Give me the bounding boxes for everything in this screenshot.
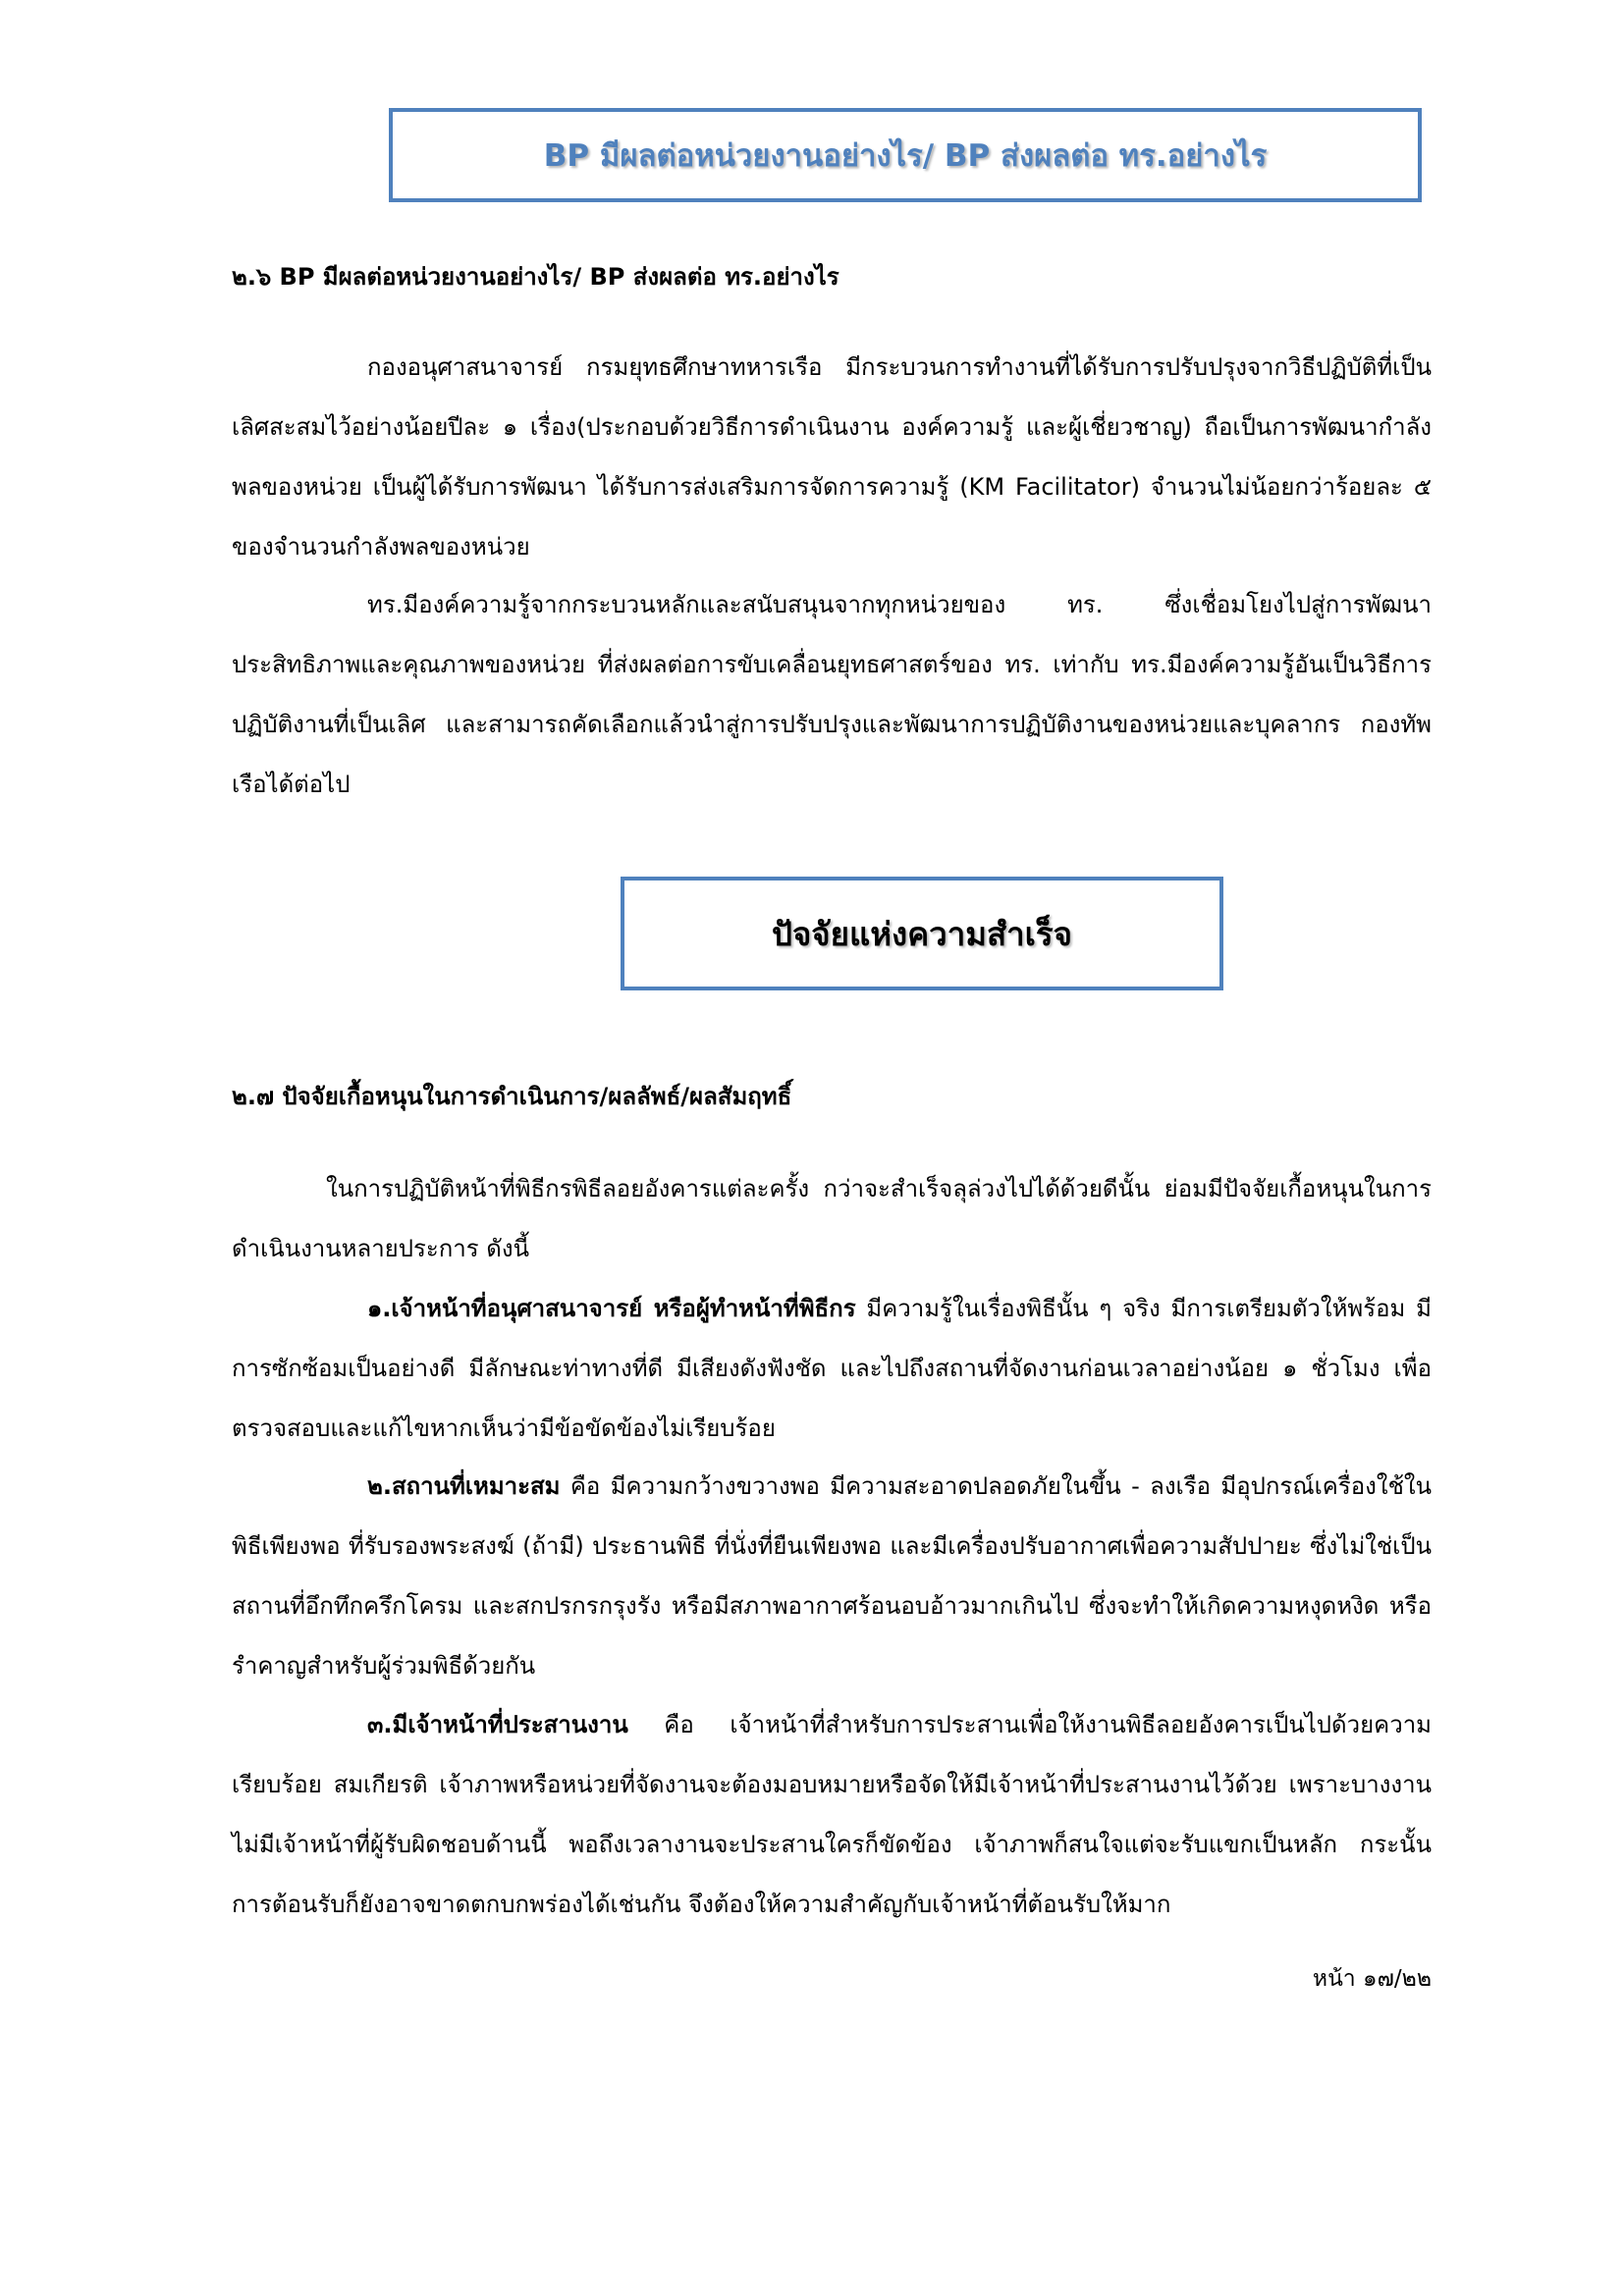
bp-title-box xyxy=(389,108,1422,202)
factor-3-text: คือ เจ้าหน้าที่สำหรับการประสานเพื่อให้งานพิธีลอยอังคารเป็นไปด้วยความเรียบร้อย สมเกียรติ เจ้าภาพหรือหน่วยที่จัดงานจะต้องมอบหมายหรือจัดให้มีเจ้าหน้าที่ประสานงานไว้ด้วย เพราะบางงานไม่มีเจ้าหน้าที่ผู้รับผิดชอบด้านนี้ พอถึงเวลางานจะประสานใครก็ขัดข้อง เจ้าภาพก็สนใจแต่จะรับแขกเป็นหลัก กระนั้น การต้อนรับก็ยังอาจขาดตกบกพร่องได้เช่นกัน จึงต้องให้ความสำคัญกับเจ้าหน้าที่ต้อนรับให้มาก xyxy=(232,1711,1432,1918)
section-2-7-heading: ๒.๗ ปัจจัยเกื้อหนุนในการดำเนินการ/ผลลัพธ์/ผลสัมฤทธิ์ xyxy=(232,1083,792,1110)
section-2-6-paragraph-1: กองอนุศาสนาจารย์ กรมยุทธศึกษาทหารเรือ มีกระบวนการทำงานที่ได้รับการปรับปรุงจากวิธีปฏิบัติที่เป็นเลิศสะสมไว้อย่างน้อยปีละ ๑ เรื่อง(ประกอบด้วยวิธีการดำเนินงาน องค์ความรู้ และผู้เชี่ยวชาญ) ถือเป็นการพัฒนากำลังพลของหน่วย เป็นผู้ได้รับการพัฒนา ได้รับการส่งเสริมการจัดการความรู้ (KM Facilitator) จำนวนไม่น้อยกว่าร้อยละ ๕ ของจำนวนกำลังพลของหน่วย xyxy=(232,353,1432,561)
factor-2-lead: ๒.สถานที่เหมาะสม xyxy=(367,1472,561,1500)
bp-title-text: BP มีผลต่อหน่วยงานอย่างไร/ BP ส่งผลต่อ ทร.อย่างไร xyxy=(543,138,1268,174)
factor-2-text: คือ มีความกว้างขวางพอ มีความสะอาดปลอดภัยในขึ้น - ลงเรือ มีอุปกรณ์เครื่องใช้ในพิธีเพียงพอ ที่รับรองพระสงฆ์ (ถ้ามี) ประธานพิธี ที่นั่งที่ยืนเพียงพอ และมีเครื่องปรับอากาศเพื่อความสัปปายะ ซึ่งไม่ใช่เป็นสถานที่อึกทึกครึกโครม และสกปรกรกรุงรัง หรือมีสภาพอากาศร้อนอบอ้าวมากเกินไป ซึ่งจะทำให้เกิดความหงุดหงิด หรือรำคาญสำหรับผู้ร่วมพิธีด้วยกัน xyxy=(232,1472,1432,1680)
factor-1-lead: ๑.เจ้าหน้าที่อนุศาสนาจารย์ หรือผู้ทำหน้าที่พิธีกร xyxy=(367,1295,856,1322)
factor-2-paragraph xyxy=(232,1457,1432,1696)
section-2-6-heading: ๒.๖ BP มีผลต่อหน่วยงานอย่างไร/ BP ส่งผลต่อ ทร.อย่างไร xyxy=(232,263,839,291)
page-number: หน้า ๑๗/๒๒ xyxy=(1312,1966,1432,1992)
factor-3-lead: ๓.มีเจ้าหน้าที่ประสานงาน xyxy=(367,1711,628,1738)
factor-1-text: มีความรู้ในเรื่องพิธีนั้น ๆ จริง มีการเตรียมตัวให้พร้อม มีการซักซ้อมเป็นอย่างดี มีลักษณะท่าทางที่ดี มีเสียงดังฟังชัด และไปถึงสถานที่จัดงานก่อนเวลาอย่างน้อย ๑ ชั่วโมง เพื่อตรวจสอบและแก้ไขหากเห็นว่ามีข้อขัดข้องไม่เรียบร้อย xyxy=(232,1295,1432,1442)
section-2-7-intro: ในการปฏิบัติหน้าที่พิธีกรพิธีลอยอังคารแต่ละครั้ง กว่าจะสำเร็จลุล่วงไปได้ด้วยดีนั้น ย่อมมีปัจจัยเกื้อหนุนในการดำเนินงานหลายประการ ดังนี้ xyxy=(232,1175,1432,1262)
factor-1-paragraph xyxy=(232,1279,1432,1459)
success-factors-title-text: ปัจจัยแห่งความสำเร็จ xyxy=(772,914,1072,953)
success-factors-title-box xyxy=(621,877,1223,990)
section-2-6-paragraph-2: ทร.มีองค์ความรู้จากกระบวนหลักและสนับสนุนจากทุกหน่วยของ ทร. ซึ่งเชื่อมโยงไปสู่การพัฒนาประสิทธิภาพและคุณภาพของหน่วย ที่ส่งผลต่อการขับเคลื่อนยุทธศาสตร์ของ ทร. เท่ากับ ทร.มีองค์ความรู้อันเป็นวิธีการปฏิบัติงานที่เป็นเลิศ และสามารถคัดเลือกแล้วนำสู่การปรับปรุงและพัฒนาการปฏิบัติงานของหน่วยและบุคลากร กองทัพเรือได้ต่อไป xyxy=(232,591,1432,798)
factor-3-paragraph xyxy=(232,1695,1432,1935)
